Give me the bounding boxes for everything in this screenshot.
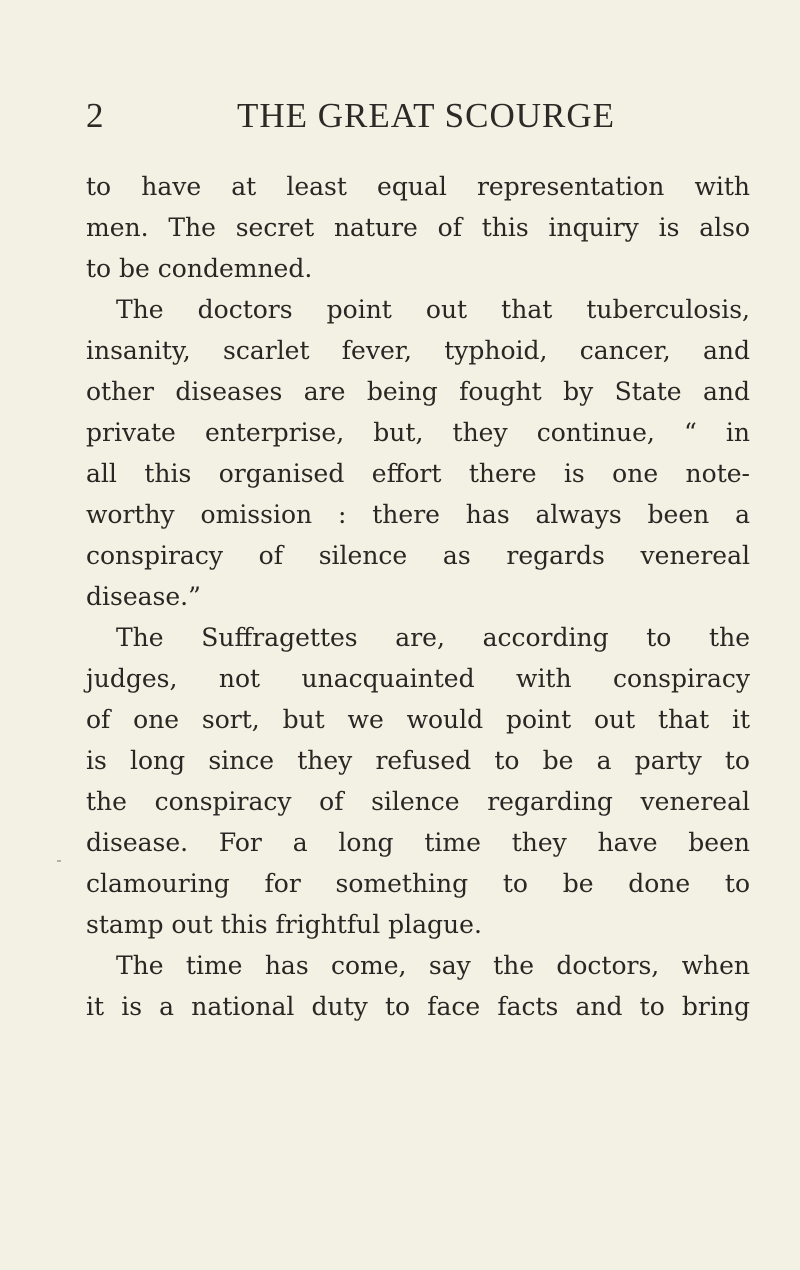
running-title: THE GREAT SCOURGE xyxy=(236,96,616,135)
text-line: The doctors point out that tuberculosis, xyxy=(116,295,750,324)
text-line: is long since they refused to be a party to xyxy=(86,746,750,775)
text-line: clamouring for something to be done to xyxy=(86,869,750,898)
text-line: stamp out this frightful plague. xyxy=(86,910,482,939)
text-line: it is a national duty to face facts and to bring xyxy=(86,992,750,1021)
text-line: the conspiracy of silence regarding venereal xyxy=(86,787,750,816)
text-line: The time has come, say the doctors, when xyxy=(116,951,750,980)
text-line: to have at least equal representation with xyxy=(86,172,750,201)
printing-speck xyxy=(57,860,61,862)
text-line: The Suffragettes are, according to the xyxy=(116,623,750,652)
text-line: judges, not unacquainted with conspiracy xyxy=(86,664,750,693)
text-line: to be condemned. xyxy=(86,254,313,283)
text-line: all this organised effort there is one note- xyxy=(86,459,750,488)
text-line: disease.” xyxy=(86,582,201,611)
text-line: of one sort, but we would point out that it xyxy=(86,705,750,734)
page-number: 2 xyxy=(86,96,105,135)
text-line: worthy omission : there has always been a xyxy=(86,500,750,529)
text-line: men. The secret nature of this inquiry is also xyxy=(86,213,750,242)
body-text xyxy=(86,166,750,1027)
running-head xyxy=(86,96,746,144)
text-line: other diseases are being fought by State and xyxy=(86,377,750,406)
text-line: conspiracy of silence as regards venereal xyxy=(86,541,750,570)
text-line: disease. For a long time they have been xyxy=(86,828,750,857)
text-line: private enterprise, but, they continue, “ in xyxy=(86,418,750,447)
text-line: insanity, scarlet fever, typhoid, cancer, and xyxy=(86,336,750,365)
